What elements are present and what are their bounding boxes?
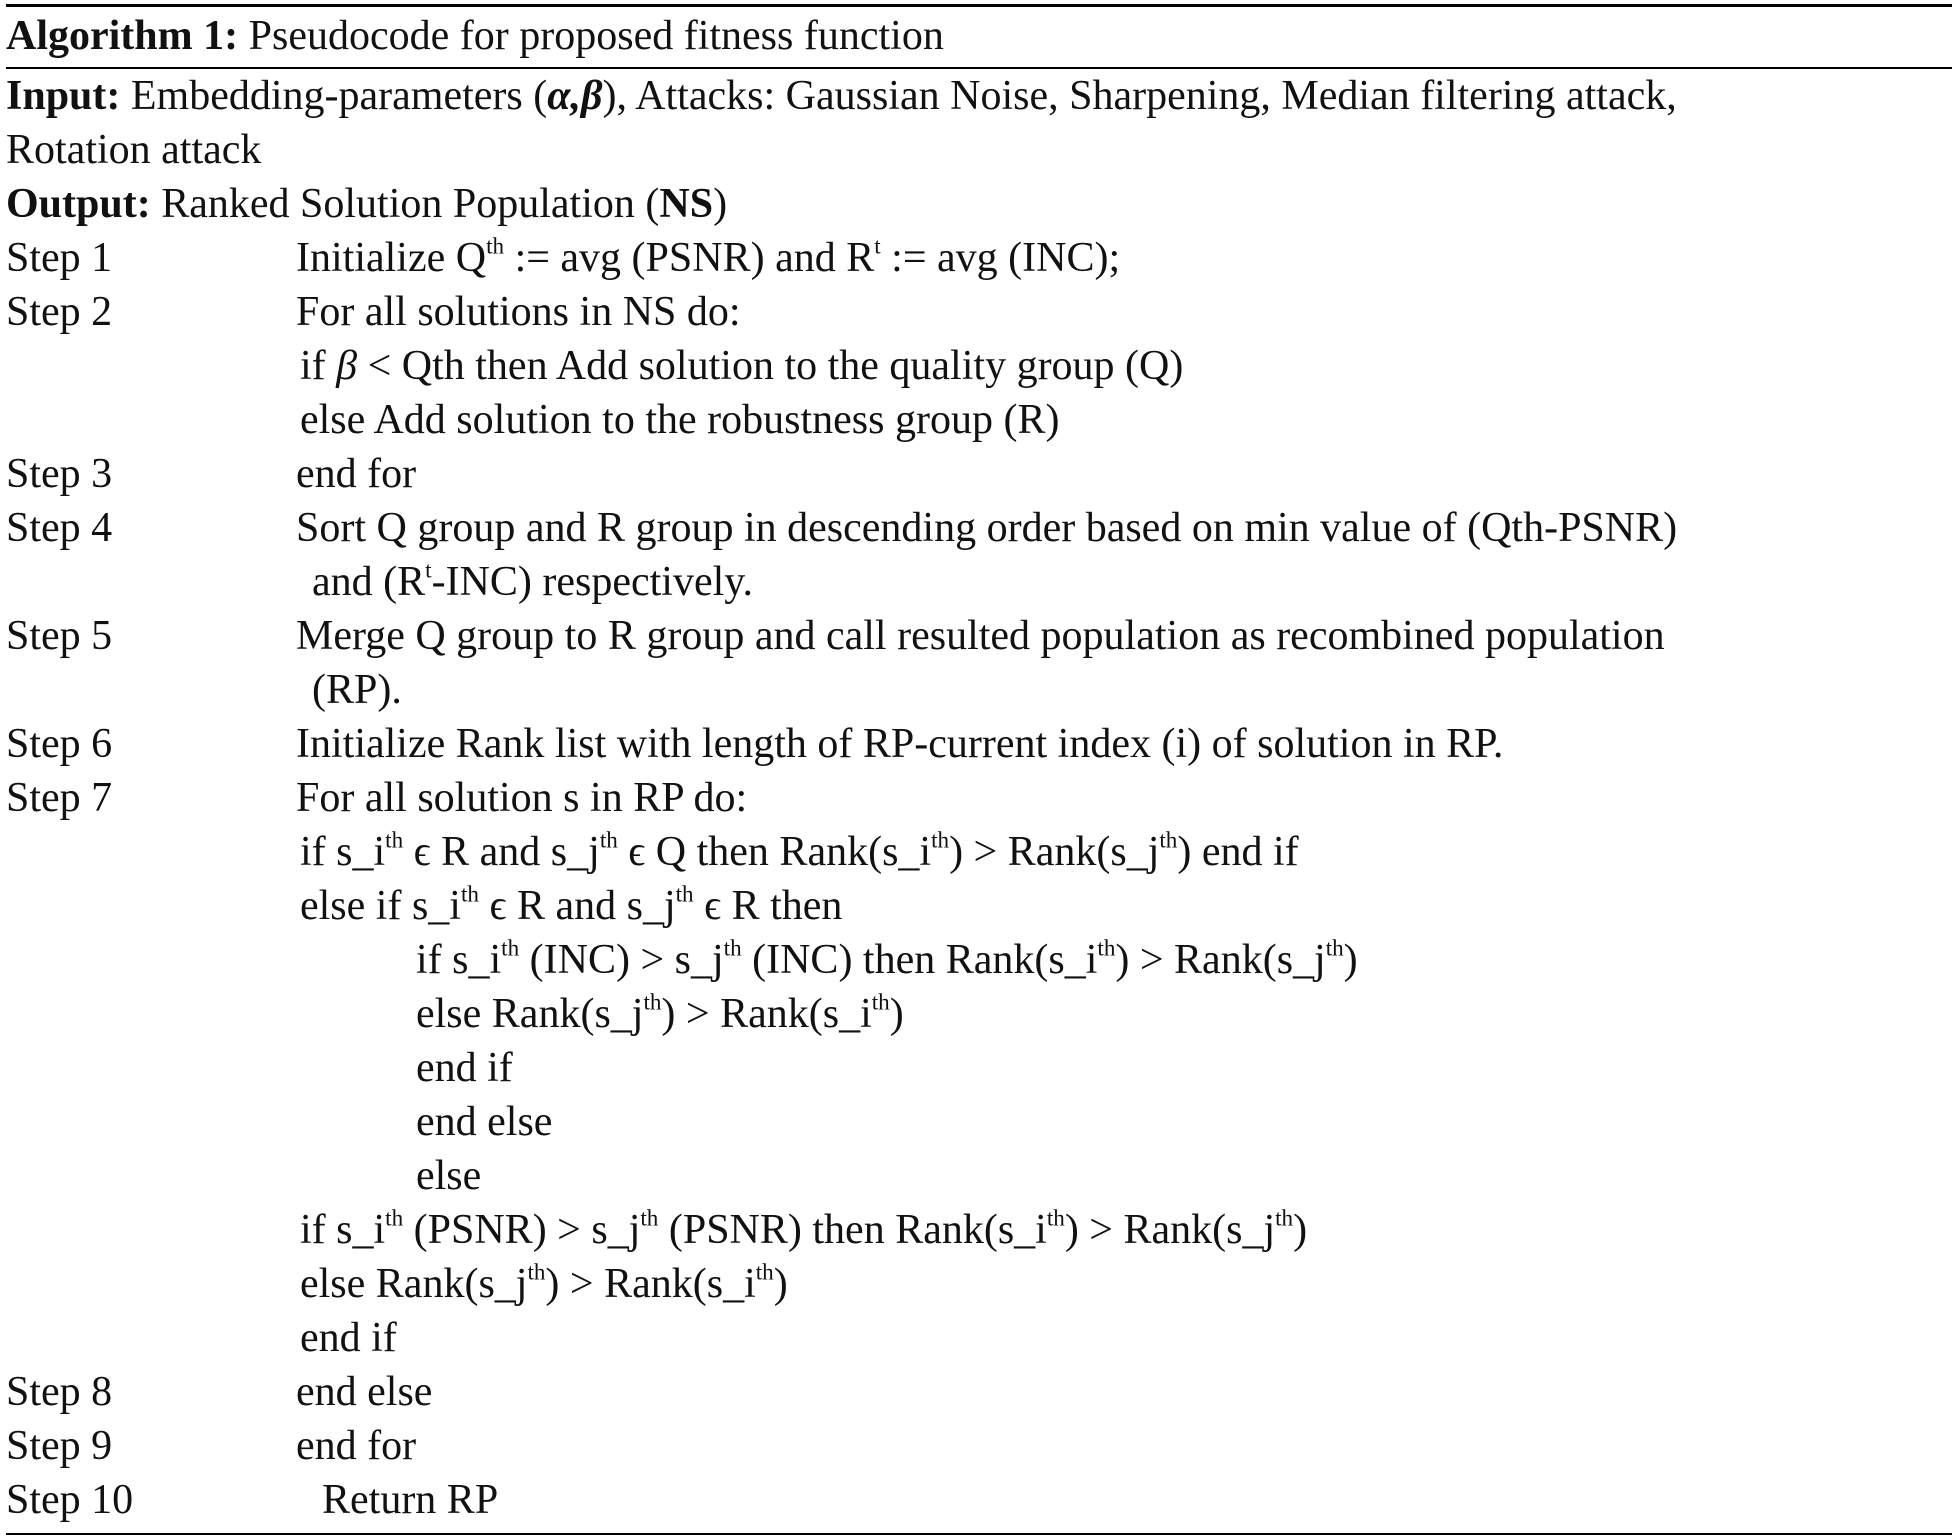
input-text-b: ), Attacks: Gaussian Noise, Sharpening, Median filtering attack, <box>602 73 1677 119</box>
step-text: end for <box>296 451 417 497</box>
step-text: else if $s\_i^{th}$ ϵ R and $s\_j^{th}$ ϵ R then <box>300 880 843 929</box>
step-text: end if <box>300 1315 397 1361</box>
pseudocode-line <box>6 447 1952 501</box>
pseudocode-line <box>6 663 1952 717</box>
step-text: Return RP <box>322 1477 499 1523</box>
step-label: Step 5 <box>6 613 113 659</box>
title-label: Algorithm 1: <box>6 13 239 59</box>
pseudocode-line <box>6 1311 1952 1365</box>
step-text: and $(R^t-INC)$ respectively. <box>312 556 754 605</box>
step-text: end else <box>416 1099 553 1145</box>
input-label: Input: <box>6 73 121 119</box>
step-text: Merge Q group to R group and call resulted population as recombined population <box>296 613 1665 659</box>
pseudocode-line <box>6 1203 1952 1257</box>
step-text: Sort Q group and R group in descending order based on min value of (Qth-PSNR) <box>296 505 1678 551</box>
step-label: Step 2 <box>6 289 113 335</box>
step-text: if $s\_i^{th}$ (PSNR) > $s\_j^{th}$ (PSNR) then $Rank(s\_i^{th})$ > $Rank(s\_j^{th})$ <box>300 1204 1308 1253</box>
step-text: For all solution s in RP do: <box>296 775 748 821</box>
step-text: else <box>416 1153 482 1199</box>
output-text-b: ) <box>713 181 728 227</box>
step-text: (RP). <box>312 667 402 713</box>
output-ns: NS <box>659 181 714 227</box>
step-text: For all solutions in NS do: <box>296 289 741 335</box>
step-label: Step 8 <box>6 1369 113 1415</box>
step-label: Step 6 <box>6 721 113 767</box>
pseudocode-line <box>6 1419 1952 1473</box>
pseudocode-line <box>6 771 1952 825</box>
bottom-rule <box>6 1533 1952 1535</box>
pseudocode-line <box>6 501 1952 555</box>
step-text: else Add solution to the robustness group (R) <box>300 397 1060 443</box>
pseudocode-line <box>6 825 1952 879</box>
pseudocode-line <box>6 555 1952 609</box>
output-label: Output: <box>6 181 151 227</box>
output-line <box>6 177 1952 231</box>
step-text: if $s\_i^{th}$ $(INC) > s\_j^{th}$ (INC) then $Rank(s\_i^{th})$ > $Rank(s\_j^{th})$ <box>416 934 1358 983</box>
input-text-c: Rotation attack <box>6 127 262 173</box>
step-text: if $s\_i^{th}$ ϵ R and $s\_j^{th}$ ϵ Q then $Rank(s\_i^{th})$ > $Rank(s\_j^{th})$ end if <box>300 826 1299 875</box>
step-text: Initialize $Q^{th}$ := avg (PSNR) and $R^t$ := avg (INC); <box>296 232 1121 281</box>
input-text-a: Embedding-parameters ( <box>130 73 548 119</box>
input-line-1 <box>6 69 1952 123</box>
step-text: end else <box>296 1369 433 1415</box>
pseudocode-line <box>6 339 1952 393</box>
step-label: Step 10 <box>6 1477 134 1523</box>
steps-list <box>6 231 1952 1527</box>
input-params: α,β <box>547 73 603 119</box>
step-text: if β < Qth then Add solution to the quality group (Q) <box>300 343 1184 389</box>
step-label: Step 3 <box>6 451 113 497</box>
step-text: else $Rank(s\_j^{th})$ > $Rank(s\_i^{th})$ <box>300 1258 788 1307</box>
pseudocode-line <box>6 1257 1952 1311</box>
title-text: Pseudocode for proposed fitness function <box>248 13 944 59</box>
step-label: Step 1 <box>6 235 113 281</box>
pseudocode-line <box>6 1149 1952 1203</box>
pseudocode-line <box>6 933 1952 987</box>
pseudocode-line <box>6 1365 1952 1419</box>
pseudocode-line <box>6 717 1952 771</box>
step-text: else $Rank(s\_j^{th})$ > $Rank(s\_i^{th})$ <box>416 988 904 1037</box>
step-label: Step 4 <box>6 505 113 551</box>
pseudocode-line <box>6 285 1952 339</box>
input-line-2 <box>6 123 1952 177</box>
step-text: end if <box>416 1045 513 1091</box>
step-text: end for <box>296 1423 417 1469</box>
pseudocode-line <box>6 231 1952 285</box>
output-text-a: Ranked Solution Population ( <box>161 181 660 227</box>
pseudocode-line <box>6 1473 1952 1527</box>
step-text: Initialize Rank list with length of RP-current index (i) of solution in RP. <box>296 721 1504 767</box>
algorithm-title <box>6 7 1952 67</box>
pseudocode-line <box>6 987 1952 1041</box>
pseudocode-line <box>6 393 1952 447</box>
step-label: Step 9 <box>6 1423 113 1469</box>
algorithm-box <box>6 4 1952 1535</box>
input-block <box>6 69 1952 231</box>
step-label: Step 7 <box>6 775 113 821</box>
pseudocode-line <box>6 879 1952 933</box>
pseudocode-line <box>6 1041 1952 1095</box>
pseudocode-line <box>6 609 1952 663</box>
pseudocode-line <box>6 1095 1952 1149</box>
